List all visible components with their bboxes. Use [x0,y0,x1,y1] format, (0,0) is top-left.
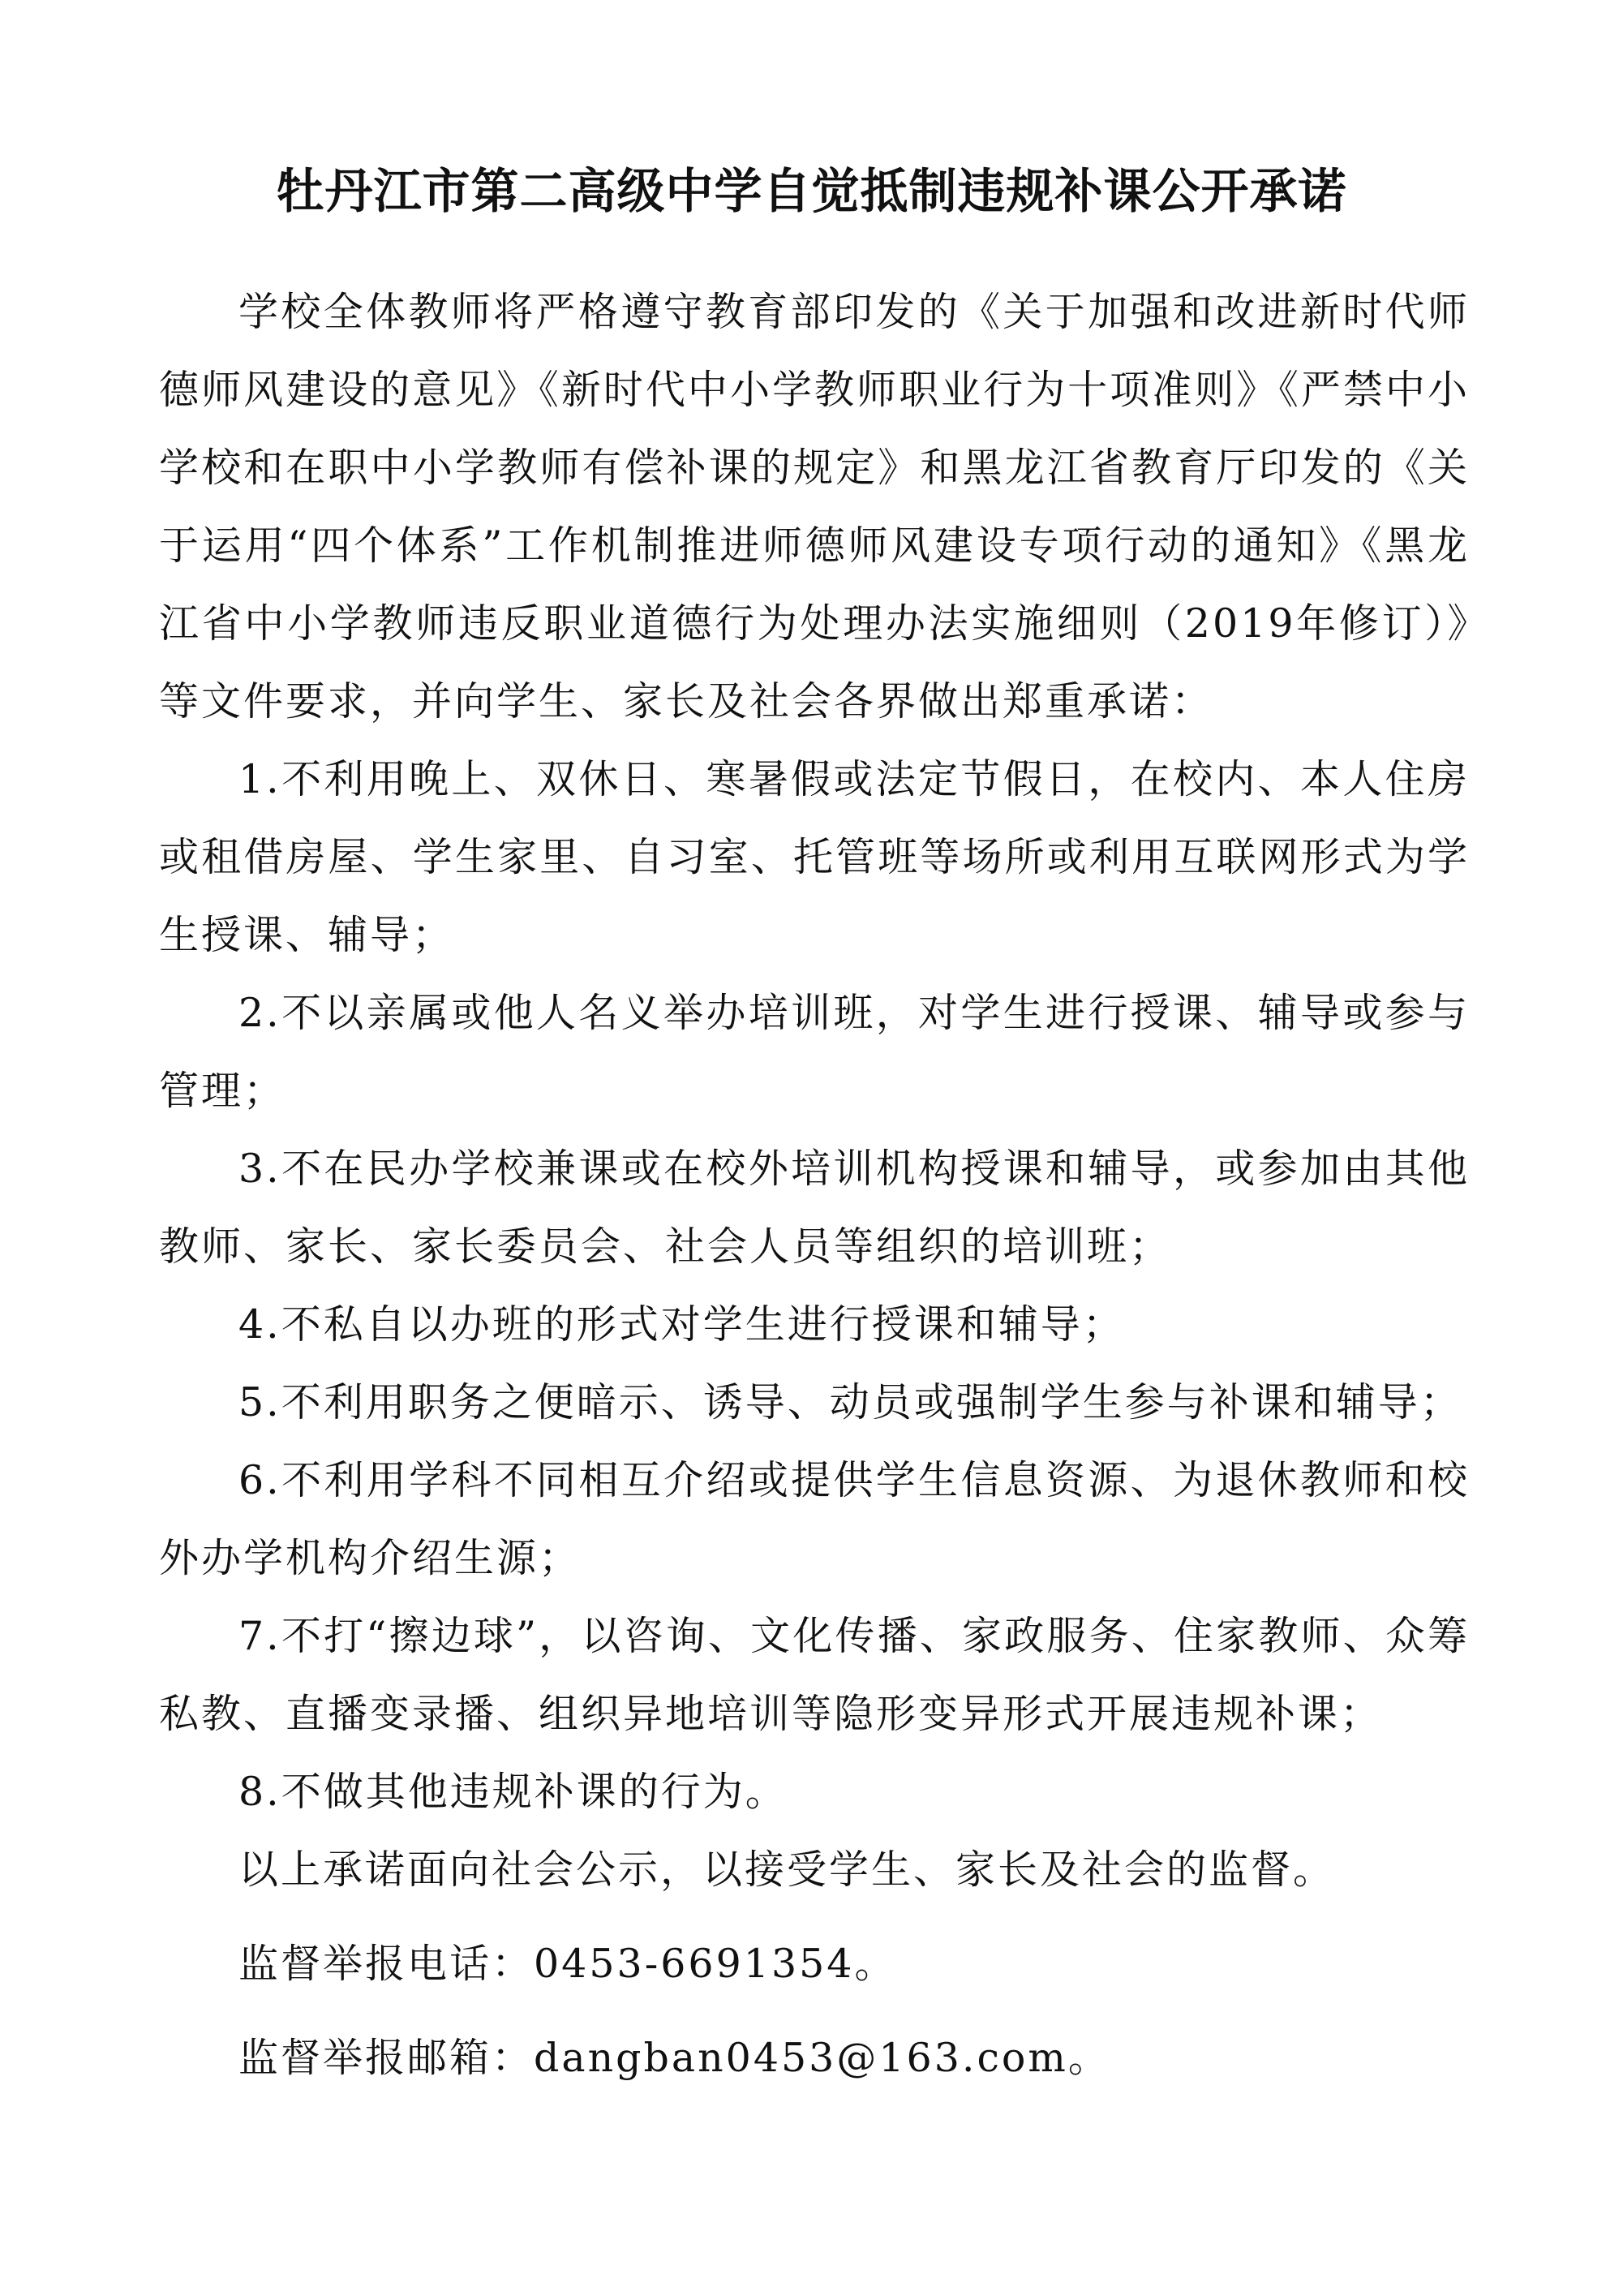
closing-paragraph: 以上承诺面向社会公示，以接受学生、家长及社会的监督。 [238,1847,1336,1893]
report-email: 监督举报邮箱：dangban0453@163.com。 [238,2035,1110,2081]
commitment-item-3: 3.不在民办学校兼课或在校外培训机构授课和辅导，或参加由其他教师、家长、家长委员会、社会人员等组织的培训班； [159,1146,1470,1270]
document-body [159,273,1470,2097]
commitment-item-8: 8.不做其他违规补课的行为。 [238,1769,788,1815]
report-phone: 监督举报电话：0453-6691354。 [238,1941,897,1987]
commitment-item-7: 7.不打“擦边球”，以咨询、文化传播、家政服务、住家教师、众筹私教、直播变录播、组织异地培训等隐形变异形式开展违规补课； [159,1613,1470,1737]
commitment-item-4: 4.不私自以办班的形式对学生进行授课和辅导； [238,1301,1125,1348]
commitment-item-2: 2.不以亲属或他人名义举办培训班，对学生进行授课、辅导或参与管理； [159,990,1470,1114]
intro-paragraph: 学校全体教师将严格遵守教育部印发的《关于加强和改进新时代师德师风建设的意见》《新时代中小学教师职业行为十项准则》《严禁中小学校和在职中小学教师有偿补课的规定》和黑龙江省教育厅印发的《关于运用“四个体系”工作机制推进师德师风建设专项行动的通知》《黑龙江省中小学教师违反职业道德行为处理办法实施细则（2019年修订）》等文件要求，并向学生、家长及社会各界做出郑重承诺： [159,289,1470,724]
commitment-item-1: 1.不利用晚上、双休日、寒暑假或法定节假日，在校内、本人住房或租借房屋、学生家里、自习室、托管班等场所或利用互联网形式为学生授课、辅导； [159,756,1470,958]
document-title: 牡丹江市第二高级中学自觉抵制违规补课公开承诺 [276,163,1347,219]
commitment-item-6: 6.不利用学科不同相互介绍或提供学生信息资源、为退休教师和校外办学机构介绍生源； [159,1457,1470,1581]
commitment-item-5: 5.不利用职务之便暗示、诱导、动员或强制学生参与补课和辅导； [238,1379,1462,1425]
